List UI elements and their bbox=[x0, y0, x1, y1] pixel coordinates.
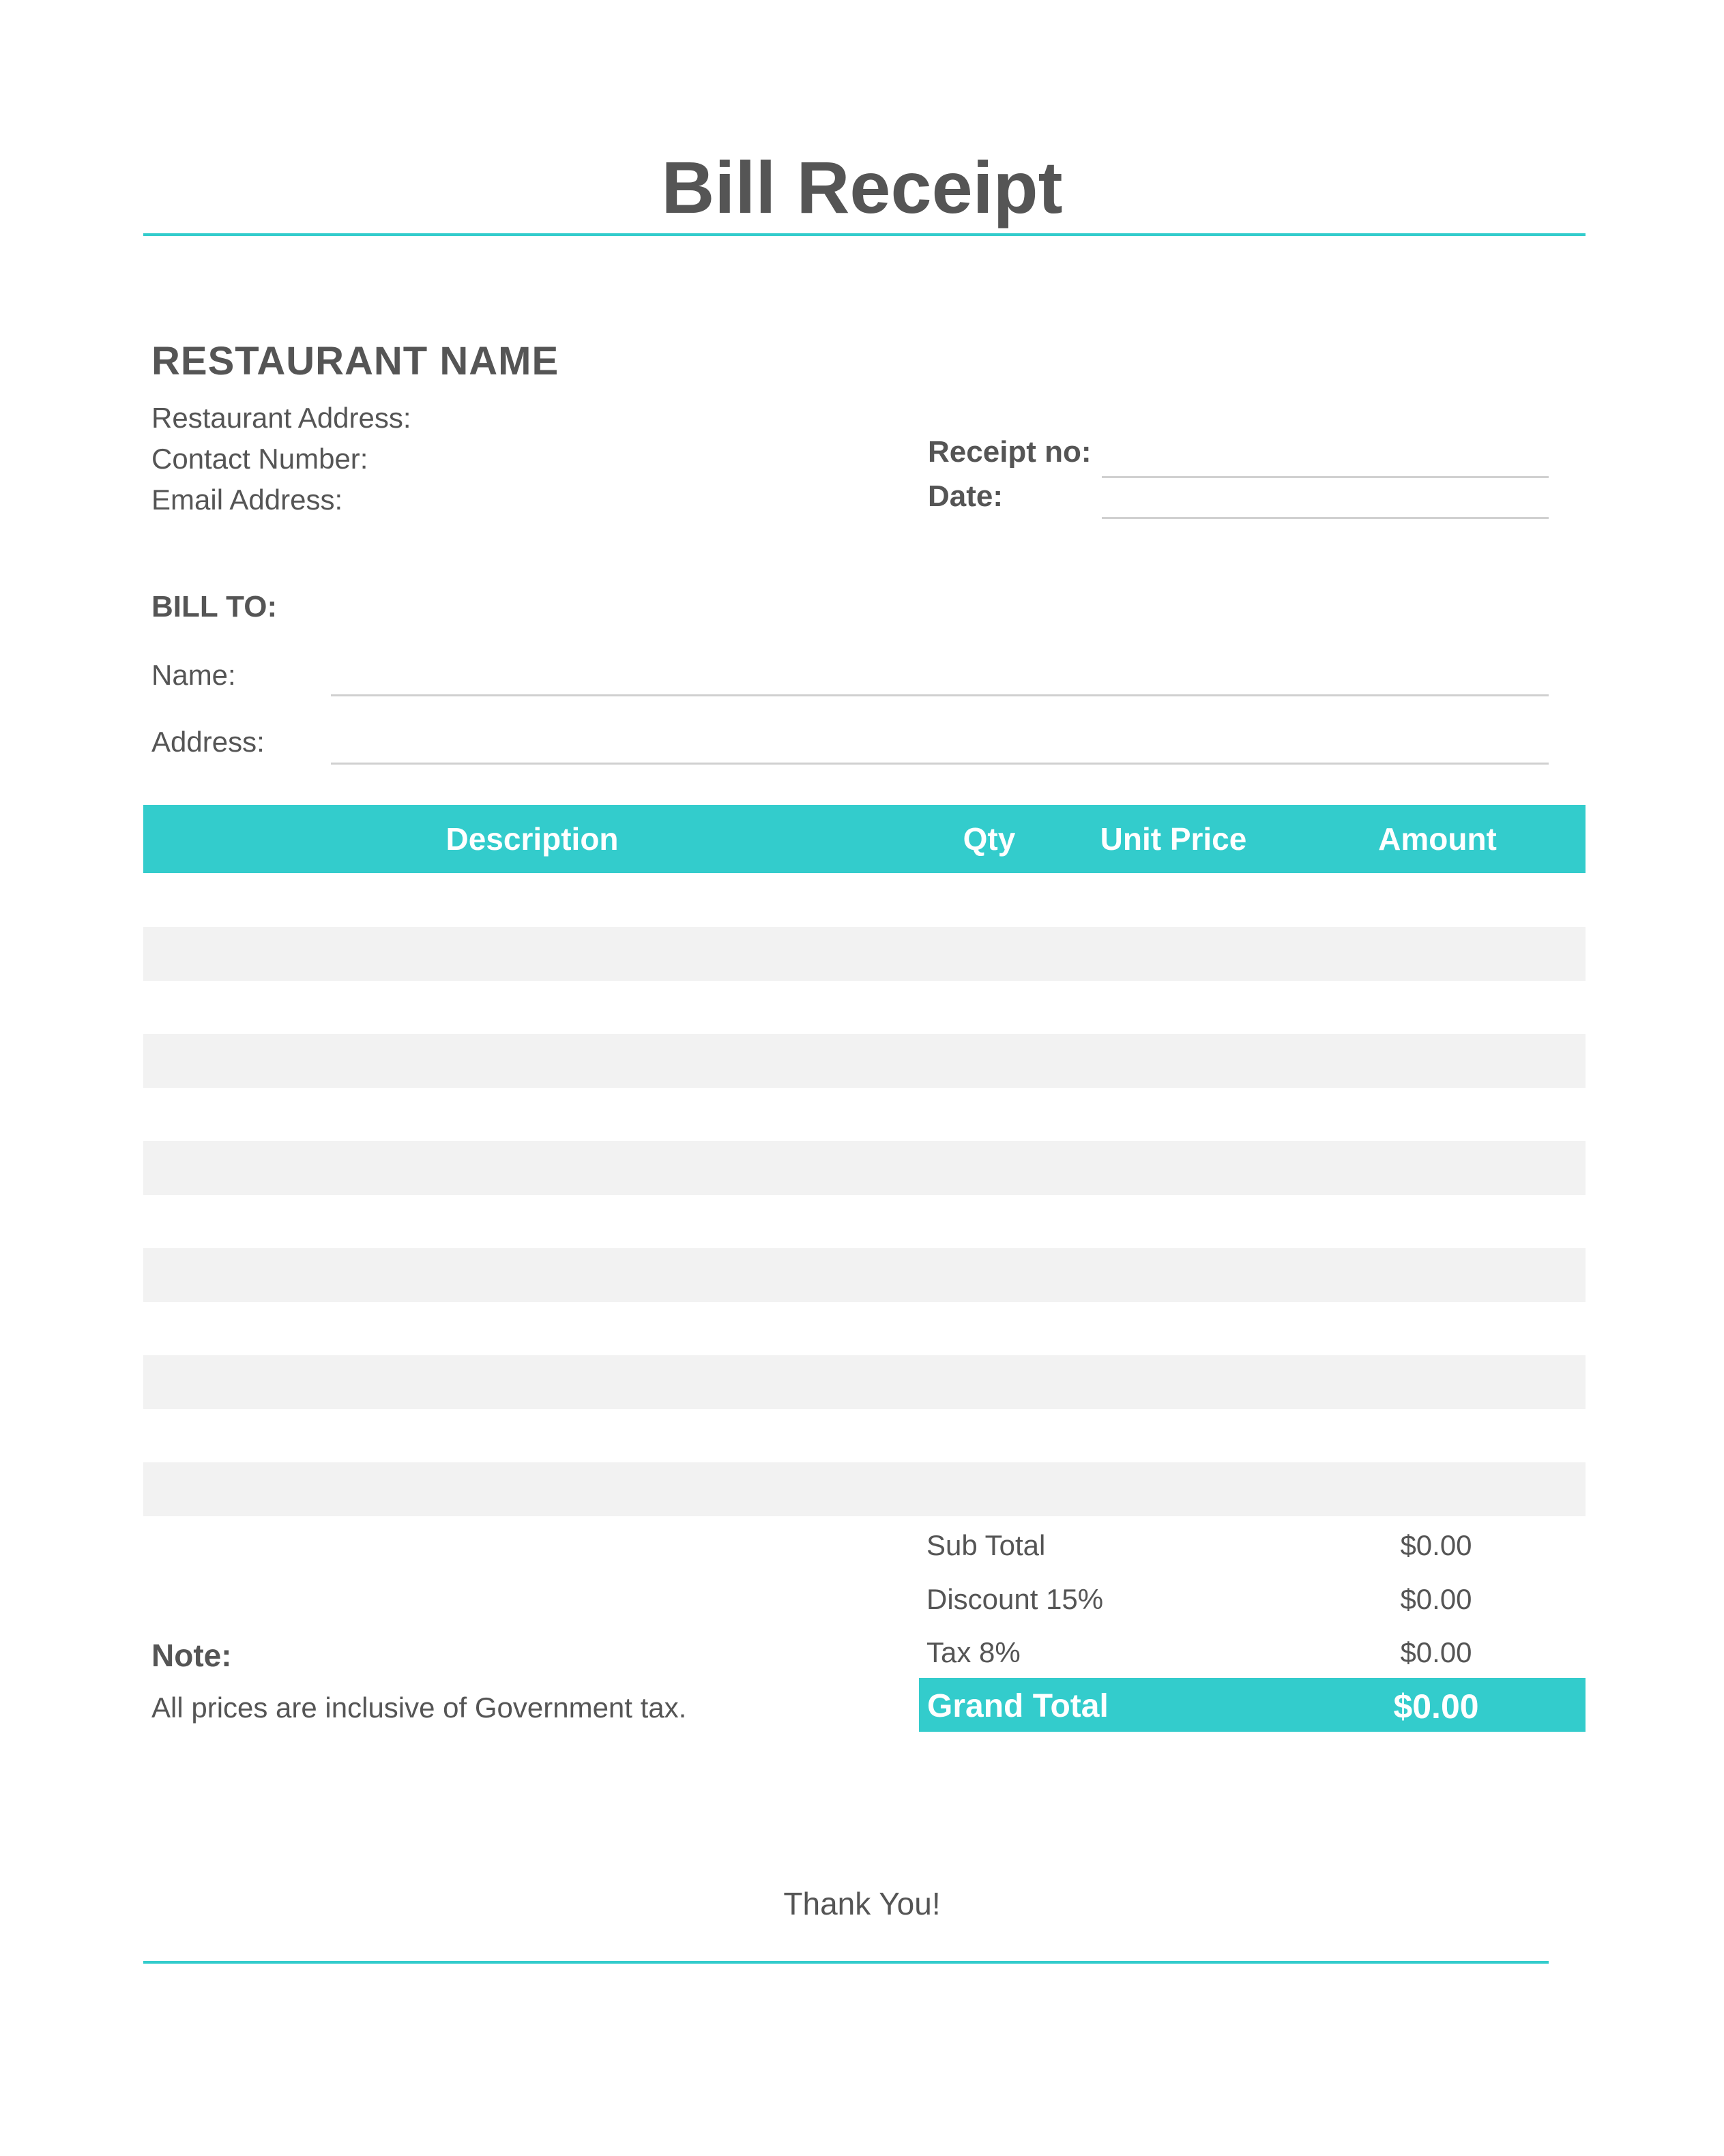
table-cell[interactable] bbox=[157, 873, 907, 927]
table-cell[interactable] bbox=[1057, 1141, 1289, 1195]
table-cell[interactable] bbox=[1057, 1301, 1289, 1355]
bill-to-address-label: Address: bbox=[151, 726, 265, 758]
table-row bbox=[143, 1248, 1586, 1302]
table-cell[interactable] bbox=[1289, 1408, 1586, 1462]
table-cell[interactable] bbox=[921, 1248, 1057, 1302]
table-cell[interactable] bbox=[1057, 980, 1289, 1034]
table-cell[interactable] bbox=[1289, 873, 1586, 927]
table-cell[interactable] bbox=[1289, 1141, 1586, 1195]
bill-to-name-underline bbox=[331, 694, 1549, 696]
table-cell[interactable] bbox=[1057, 873, 1289, 927]
title-divider bbox=[143, 233, 1586, 236]
table-cell[interactable] bbox=[921, 1087, 1057, 1141]
bill-to-name-label: Name: bbox=[151, 659, 236, 691]
table-cell[interactable] bbox=[1057, 1248, 1289, 1302]
receipt-number-underline bbox=[1102, 476, 1549, 478]
table-cell[interactable] bbox=[921, 1034, 1057, 1088]
footer-divider bbox=[143, 1961, 1549, 1964]
table-row bbox=[143, 1355, 1586, 1409]
table-cell[interactable] bbox=[921, 1194, 1057, 1248]
page-title: Bill Receipt bbox=[661, 146, 1063, 228]
tax-label: Tax 8% bbox=[926, 1636, 1021, 1668]
table-cell[interactable] bbox=[157, 1141, 907, 1195]
table-row bbox=[143, 980, 1586, 1034]
note-label: Note: bbox=[151, 1638, 232, 1673]
thank-you-text: Thank You! bbox=[783, 1886, 941, 1921]
table-row bbox=[143, 927, 1586, 981]
table-cell[interactable] bbox=[921, 1141, 1057, 1195]
table-row bbox=[143, 1194, 1586, 1248]
table-cell[interactable] bbox=[157, 1087, 907, 1141]
table-row bbox=[143, 1087, 1586, 1141]
table-cell[interactable] bbox=[1057, 1194, 1289, 1248]
email-address-label: Email Address: bbox=[151, 484, 343, 516]
table-cell[interactable] bbox=[157, 1355, 907, 1409]
table-cell[interactable] bbox=[157, 1301, 907, 1355]
table-row bbox=[143, 1408, 1586, 1462]
table-cell[interactable] bbox=[1289, 1194, 1586, 1248]
column-header-description: Description bbox=[445, 821, 619, 857]
table-row bbox=[143, 1034, 1586, 1088]
tax-value: $0.00 bbox=[1400, 1636, 1472, 1668]
restaurant-address-label: Restaurant Address: bbox=[151, 402, 411, 434]
table-cell[interactable] bbox=[921, 1355, 1057, 1409]
column-header-amount: Amount bbox=[1378, 821, 1497, 857]
date-label: Date: bbox=[928, 479, 1004, 513]
discount-value: $0.00 bbox=[1400, 1583, 1472, 1615]
subtotal-label: Sub Total bbox=[926, 1529, 1046, 1561]
table-cell[interactable] bbox=[1057, 1462, 1289, 1516]
table-cell[interactable] bbox=[921, 927, 1057, 981]
grand-total-bar bbox=[919, 1678, 1586, 1732]
table-cell[interactable] bbox=[921, 1462, 1057, 1516]
grand-total-label: Grand Total bbox=[927, 1688, 1109, 1724]
receipt-number-label: Receipt no: bbox=[928, 435, 1092, 469]
contact-number-label: Contact Number: bbox=[151, 443, 368, 475]
items-table-header bbox=[143, 805, 1586, 873]
table-cell[interactable] bbox=[1289, 980, 1586, 1034]
discount-label: Discount 15% bbox=[926, 1583, 1104, 1615]
table-row bbox=[143, 1301, 1586, 1355]
table-cell[interactable] bbox=[157, 980, 907, 1034]
table-cell[interactable] bbox=[1289, 927, 1586, 981]
restaurant-name: RESTAURANT NAME bbox=[151, 339, 559, 383]
table-cell[interactable] bbox=[157, 927, 907, 981]
table-row bbox=[143, 1141, 1586, 1195]
table-cell[interactable] bbox=[921, 1408, 1057, 1462]
subtotal-value: $0.00 bbox=[1400, 1529, 1472, 1561]
table-cell[interactable] bbox=[1057, 1408, 1289, 1462]
table-cell[interactable] bbox=[157, 1248, 907, 1302]
date-underline bbox=[1102, 517, 1549, 519]
table-cell[interactable] bbox=[157, 1194, 907, 1248]
table-cell[interactable] bbox=[157, 1034, 907, 1088]
table-cell[interactable] bbox=[1057, 1355, 1289, 1409]
table-row bbox=[143, 1462, 1586, 1516]
table-cell[interactable] bbox=[1057, 927, 1289, 981]
table-cell[interactable] bbox=[921, 1301, 1057, 1355]
table-cell[interactable] bbox=[1289, 1087, 1586, 1141]
table-row bbox=[143, 873, 1586, 927]
bill-to-heading: BILL TO: bbox=[151, 590, 278, 623]
table-cell[interactable] bbox=[157, 1462, 907, 1516]
table-cell[interactable] bbox=[1057, 1034, 1289, 1088]
bill-to-address-underline bbox=[331, 763, 1549, 765]
table-cell[interactable] bbox=[921, 980, 1057, 1034]
table-cell[interactable] bbox=[1289, 1462, 1586, 1516]
column-header-qty: Qty bbox=[963, 821, 1016, 857]
table-cell[interactable] bbox=[157, 1408, 907, 1462]
table-cell[interactable] bbox=[1289, 1301, 1586, 1355]
table-cell[interactable] bbox=[1057, 1087, 1289, 1141]
table-cell[interactable] bbox=[1289, 1355, 1586, 1409]
grand-total-value: $0.00 bbox=[1393, 1687, 1479, 1726]
table-cell[interactable] bbox=[1289, 1034, 1586, 1088]
table-cell[interactable] bbox=[921, 873, 1057, 927]
note-text: All prices are inclusive of Government tax. bbox=[151, 1692, 687, 1724]
table-cell[interactable] bbox=[1289, 1248, 1586, 1302]
column-header-unit-price: Unit Price bbox=[1100, 821, 1247, 857]
